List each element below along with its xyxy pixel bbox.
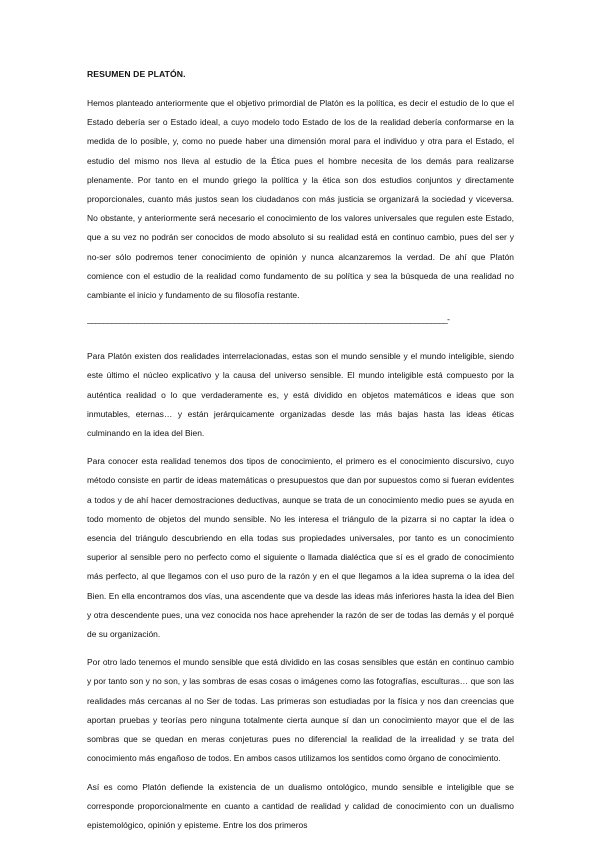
separator-line: ________________________________________________________________________________________- xyxy=(87,314,450,325)
paragraph-gap xyxy=(87,769,514,778)
paragraph-two-realities: Para Platón existen dos realidades interrelacionadas, estas son el mundo sensible y el mundo inteligible, siendo este último el núcleo explicativo y la causa del universo sensible. El mundo inteligible está compuesto por la auténtica realidad o lo que verdaderamente es, y está dividido en objetos matemáticos e ideas que son inmutables, eternas… y están jerárquicamente organizadas desde las más bajas hasta las ideas éticas culminando en la idea del Bien. xyxy=(87,351,514,439)
paragraph-intro: Hemos planteado anteriormente que el objetivo primordial de Platón es la política, es decir el estudio de lo que el Estado debería ser o Estado ideal, a cuyo modelo todo Estado de los de la realidad debería conformarse en la medida de lo posible, y, como no puede haber una dimensión moral para el individuo y otra para el Estado, el estudio del mismo nos lleva al estudio de la Ética pues el hombre necesita de los demás para realizarse plenamente. Por tanto en el mundo griego la política y la ética son dos estudios conjuntos y directamente proporcionales, cuanto más justos sean los ciudadanos con más justicia se organizará la sociedad y viceversa. No obstante, y anteriormente será necesario el conocimiento de los valores universales que regulen este Estado, que a su vez no podrán ser conocidos de modo absoluto si su realidad está en continuo cambio, pues del ser y no-ser sólo podremos tener conocimiento de opinión y nunca alcanzaremos la verdad. De ahí que Platón comience con el estudio de la realidad como fundamento de su política y sea la búsqueda de una realidad no cambiante el inicio y fundamento de su filosofía restante. xyxy=(87,98,514,301)
document-body xyxy=(87,68,514,835)
paragraph-sensible-world: Por otro lado tenemos el mundo sensible que está dividido en las cosas sensibles que están en continuo cambio y por tanto son y no son, y las sombras de esas cosas o imágenes como las fotografías, esculturas… que son las realidades más cercanas al no Ser de todas. Las primeras son estudiadas por la física y nos dan creencias que aportan pruebas y teorías pero ninguna totalmente cierta aunque sí dan un conocimiento mayor que el de las sombras que se quedan en meras conjeturas pues no diferencial la realidad de la irrealidad y se trata del conocimiento más engañoso de todos. En ambos casos utilizamos los sentidos como órgano de conocimiento. xyxy=(87,657,514,764)
paragraph-dualism: Así es como Platón defiende la existencia de un dualismo ontológico, mundo sensible e inteligible que se corresponde proporcionalmente en cuanto a cantidad de realidad y calidad de conocimiento con un dualismo epistemológico, opinión y episteme. Entre los dos primeros xyxy=(87,781,514,830)
document-title: RESUMEN DE PLATÓN. xyxy=(87,69,186,79)
paragraph-gap xyxy=(87,644,514,653)
paragraph-knowledge-types: Para conocer esta realidad tenemos dos tipos de conocimiento, el primero es el conocimiento discursivo, cuyo método consiste en partir de ideas matemáticas o presupuestos que dan por supuestos como si fueran evidentes a todos y de ahí hacer demostraciones deductivas, aunque se trata de un conocimiento medio pues se ayuda en todo momento de objetos del mundo sensible. No les interesa el triángulo de la pizarra si no captar la idea o esencia del triángulo descubriendo en ella todas sus propiedades universales, por tanto es un conocimiento superior al sensible pero no perfecto como el siguiente o llamada dialéctica que sí es el grado de conocimiento más perfecto, al que llegamos con el uso puro de la razón y en el que llegamos a la idea suprema o la idea del Bien. En ella encontramos dos vías, una ascendente que va desde las ideas más inferiores hasta la idea del Bien y otra descendente pues, una vez conocida nos hace aprehender la razón de ser de todas las demás y el porqué de su organización. xyxy=(87,456,514,640)
paragraph-gap xyxy=(87,443,514,452)
